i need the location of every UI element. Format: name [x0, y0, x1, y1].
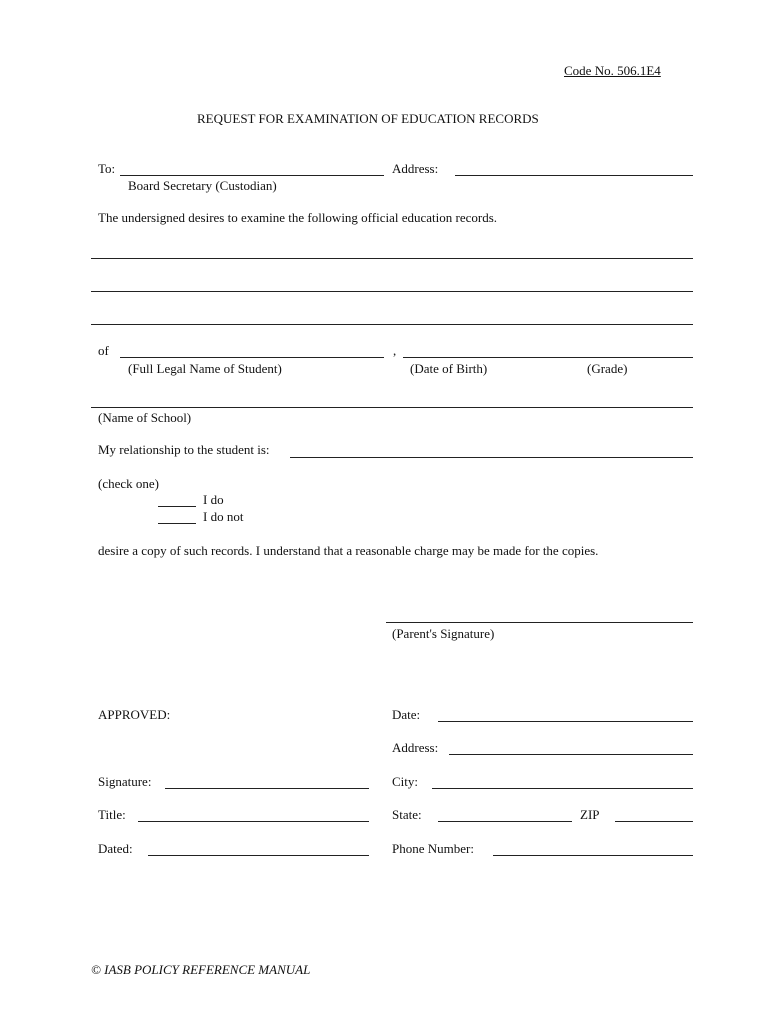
check-box-i-do[interactable] [158, 506, 196, 507]
footer-text: © IASB POLICY REFERENCE MANUAL [91, 962, 311, 977]
address-label: Address: [392, 740, 439, 755]
option-i-do: I do [203, 492, 224, 507]
address-field-line-top[interactable] [455, 175, 693, 176]
city-label: City: [392, 774, 419, 789]
school-caption: (Name of School) [98, 410, 192, 425]
document-title: REQUEST FOR EXAMINATION OF EDUCATION RECORDS [197, 111, 539, 126]
school-name-line[interactable] [91, 407, 693, 408]
approved-label: APPROVED: [98, 707, 171, 722]
dated-label: Dated: [98, 841, 133, 856]
address-label-top: Address: [392, 161, 439, 176]
dob-grade-line[interactable] [403, 357, 693, 358]
to-field-line[interactable] [120, 175, 384, 176]
check-box-i-do-not[interactable] [158, 523, 196, 524]
grade-caption: (Grade) [587, 361, 628, 376]
title-line[interactable] [138, 821, 369, 822]
to-caption: Board Secretary (Custodian) [128, 178, 277, 193]
parent-signature-caption: (Parent's Signature) [392, 626, 495, 641]
title-label: Title: [98, 807, 126, 822]
dated-line[interactable] [148, 855, 369, 856]
records-line-1[interactable] [91, 258, 693, 259]
of-label: of [98, 343, 109, 358]
state-label: State: [392, 807, 422, 822]
student-name-caption: (Full Legal Name of Student) [128, 361, 282, 376]
comma-separator: , [393, 343, 397, 358]
parent-signature-line[interactable] [386, 622, 693, 623]
code-number: Code No. 506.1E4 [564, 63, 661, 78]
date-line[interactable] [438, 721, 693, 722]
check-heading: (check one) [98, 476, 159, 491]
address-line[interactable] [449, 754, 693, 755]
zip-line[interactable] [615, 821, 693, 822]
student-name-line[interactable] [120, 357, 384, 358]
option-i-do-not: I do not [203, 509, 244, 524]
zip-label: ZIP [580, 807, 600, 822]
records-line-2[interactable] [91, 291, 693, 292]
city-line[interactable] [432, 788, 693, 789]
records-line-3[interactable] [91, 324, 693, 325]
signature-label: Signature: [98, 774, 152, 789]
relationship-label: My relationship to the student is: [98, 442, 270, 457]
copy-text: desire a copy of such records. I understand that a reasonable charge may be made for the copies. [98, 543, 599, 558]
phone-label: Phone Number: [392, 841, 474, 856]
to-label: To: [98, 161, 116, 176]
state-line[interactable] [438, 821, 572, 822]
date-label: Date: [392, 707, 421, 722]
signature-line[interactable] [165, 788, 369, 789]
intro-text: The undersigned desires to examine the following official education records. [98, 210, 498, 225]
phone-line[interactable] [493, 855, 693, 856]
dob-caption: (Date of Birth) [410, 361, 488, 376]
relationship-line[interactable] [290, 457, 693, 458]
